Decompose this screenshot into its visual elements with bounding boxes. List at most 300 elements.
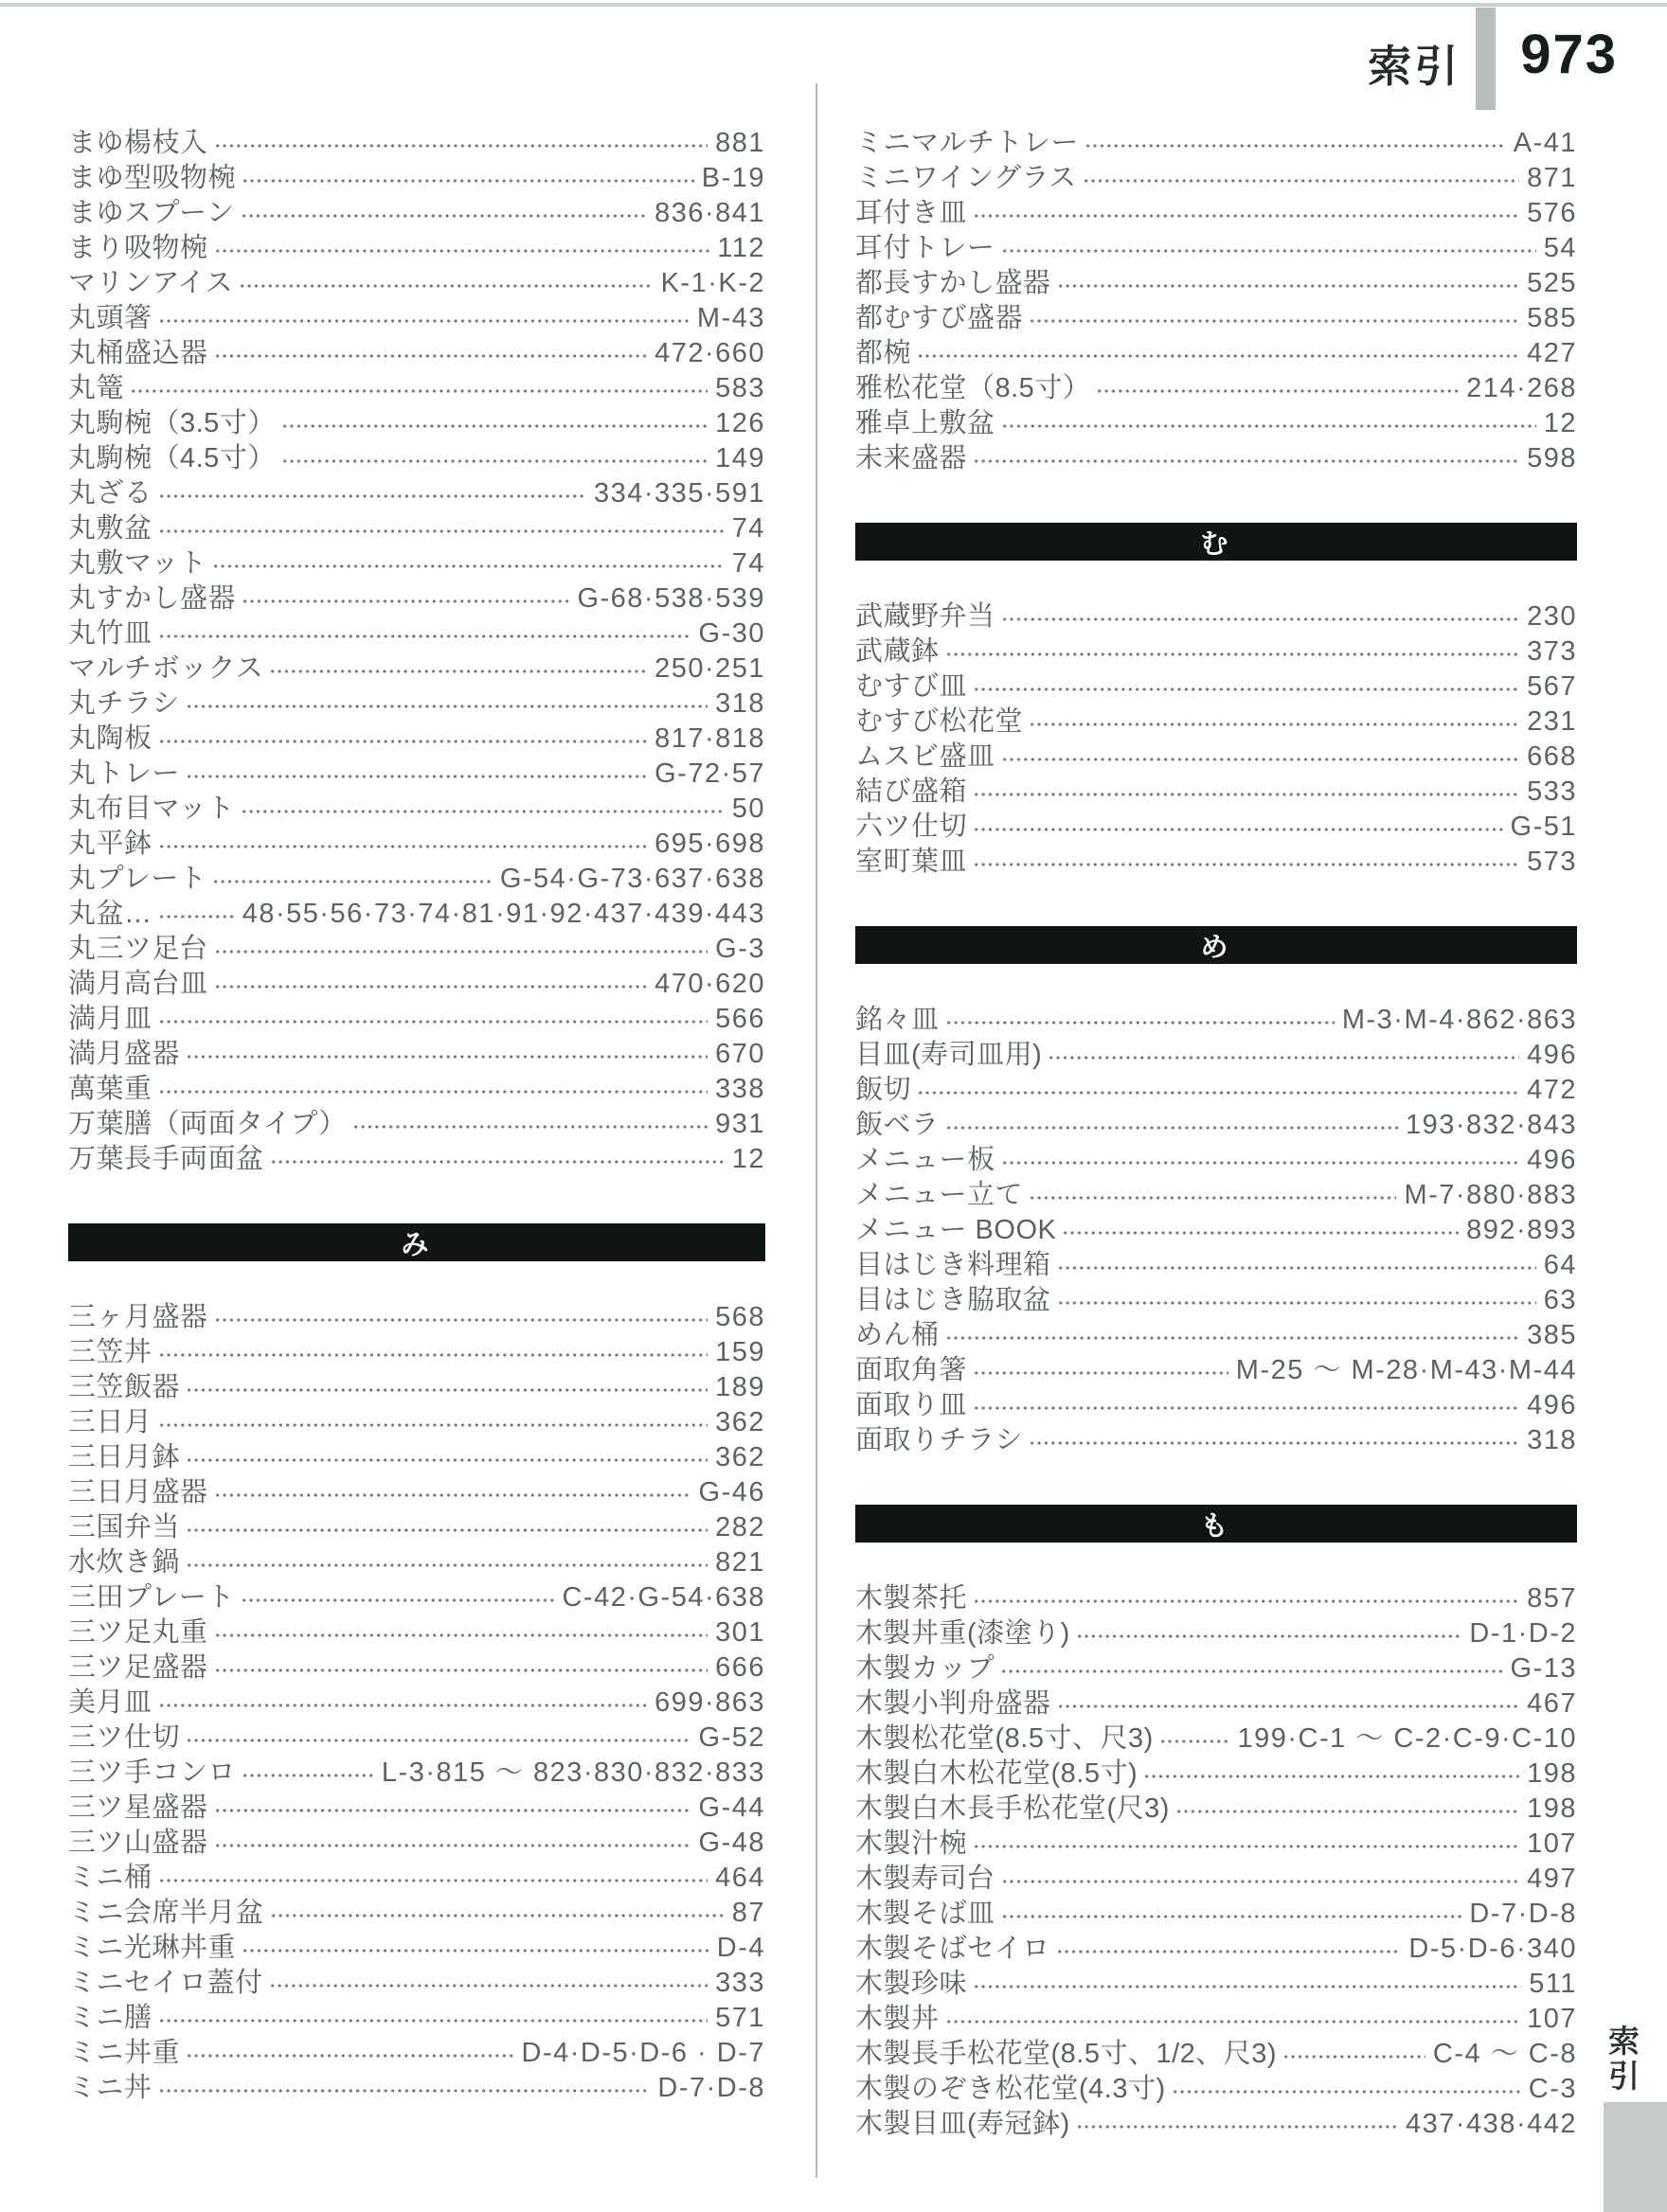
entry-name: 三笠飯器 [68,1372,181,1402]
index-entry [855,735,1577,770]
entry-name: 室町葉皿 [855,847,968,877]
entry-name: まゆ型吸物椀 [68,163,237,193]
index-entry [68,1751,765,1786]
index-entry [855,296,1577,331]
index-entry [855,331,1577,366]
entry-name: マリンアイス [68,268,234,298]
dotted-leader [1001,1913,1462,1920]
index-entry [68,121,765,156]
entry-name: 木製丼 [855,2004,940,2034]
entry-name: 満月高台皿 [68,969,208,999]
dotted-leader [186,1053,708,1061]
index-entry [855,1068,1577,1103]
index-entry [855,2102,1577,2137]
entry-name: 美月皿 [68,1687,152,1718]
entry-pages: 214·268 [1466,373,1577,403]
entry-pages: 427 [1527,338,1577,368]
entry-name: 都むすび盛器 [855,303,1024,333]
dotted-leader [973,457,1519,465]
index-entry [855,595,1577,630]
index-entry [68,682,765,717]
index-column-right [855,121,1577,2137]
entry-pages: 189 [715,1372,765,1402]
dotted-leader [1083,177,1519,185]
entry-pages: 892·893 [1466,1215,1577,1245]
entry-pages: G-30 [698,618,765,649]
entry-name: まゆ楊枝入 [68,128,208,158]
entry-name: 飯切 [855,1075,912,1105]
dotted-leader [973,1597,1519,1605]
index-entry [855,1682,1577,1717]
entry-name: 木製そばセイロ [855,1934,1050,1964]
entry-name: 丸平鉢 [68,829,152,859]
dotted-leader [214,1632,708,1639]
entry-pages: 496 [1527,1040,1577,1070]
entry-pages: 496 [1527,1145,1577,1175]
index-entry [855,1418,1577,1454]
entry-pages: 567 [1527,671,1577,702]
dotted-leader [158,843,648,850]
entry-name: 飯ベラ [855,1110,940,1140]
entry-pages: 362 [715,1407,765,1437]
entry-pages: 871 [1527,163,1577,193]
entry-name: 耳付き皿 [855,198,968,228]
entry-pages: 670 [715,1039,765,1069]
dotted-leader [241,808,725,815]
dotted-leader [1062,1229,1459,1237]
entry-name: 目はじき料理箱 [855,1250,1051,1280]
index-entry [68,1541,765,1576]
dotted-leader [158,1018,708,1026]
dotted-leader [1175,1808,1519,1815]
entry-name: 面取りチラシ [855,1425,1024,1455]
entry-pages: 821 [715,1547,765,1578]
index-entry [68,1576,765,1611]
dotted-leader [1057,1299,1536,1307]
entry-pages: 881 [715,128,765,158]
entry-name: 丸三ツ足台 [68,934,208,964]
dotted-leader [1057,1264,1536,1272]
index-entry [855,1278,1577,1313]
section-header-bar [855,1505,1577,1543]
index-entry [855,1787,1577,1822]
entry-pages: 230 [1527,601,1577,632]
index-entry [68,787,765,822]
index-entry [68,437,765,472]
entry-pages: 571 [715,2003,765,2033]
index-entry [68,1137,765,1172]
section-header-bar [855,523,1577,561]
entry-pages: 282 [715,1512,765,1543]
entry-name: めん桶 [855,1320,940,1350]
entry-name: 銘々皿 [855,1005,940,1035]
index-entry [68,577,765,612]
entry-name: 目はじき脇取盆 [855,1285,1051,1315]
dotted-leader [186,1561,708,1569]
index-entry [855,665,1577,700]
entry-pages: L-3·815 ～ 823·830·832·833 [381,1757,765,1788]
index-entry [855,437,1577,472]
index-column-left [68,121,765,2101]
entry-name: 三ツ星盛器 [68,1793,208,1823]
dotted-leader [242,598,569,605]
index-entry [855,1348,1577,1383]
index-entry [68,542,765,577]
index-entry [855,998,1577,1033]
dotted-leader [214,247,710,255]
entry-pages: G-54·G-73·637·638 [499,864,765,894]
entry-pages: K-1·K-2 [660,268,765,298]
entry-name: 丸駒椀（4.5寸） [68,443,276,473]
entry-name: 満月盛器 [68,1039,181,1069]
entry-pages: 817·818 [654,723,765,754]
entry-name: 三ツ足丸重 [68,1617,208,1648]
entry-pages: 159 [715,1337,765,1367]
entry-pages: 497 [1527,1864,1577,1894]
dotted-leader [1001,615,1520,623]
entry-pages: 107 [1527,2004,1577,2034]
entry-name: 六ツ仕切 [855,812,968,842]
entry-name: メニュー板 [855,1145,995,1175]
index-entry [68,2066,765,2101]
section-header-label: も [1200,1510,1232,1542]
entry-name: ミニ桶 [68,1863,152,1893]
entry-pages: D-7·D-8 [657,2073,765,2103]
entry-name: 都椀 [855,338,912,368]
entry-name: 丸桶盛込器 [68,338,208,368]
dotted-leader [1172,2088,1521,2096]
entry-name: 面取角箸 [855,1355,968,1385]
dotted-leader [158,633,691,640]
entry-pages: 467 [1527,1688,1577,1719]
entry-pages: 666 [715,1652,765,1683]
page-number: 973 [1520,24,1618,85]
entry-pages: A-41 [1513,128,1577,158]
dotted-leader [158,492,587,500]
entry-name: メニュー立て [855,1180,1024,1210]
entry-pages: G-48 [698,1828,765,1858]
index-entry [855,156,1577,191]
entry-pages: C-42·G-54·638 [562,1582,765,1613]
entry-pages: 193·832·843 [1406,1110,1577,1140]
entry-pages: 333 [715,1968,765,1998]
page-header [1368,8,1618,110]
entry-name: 雅松花堂（8.5寸） [855,373,1091,403]
index-entry [855,1822,1577,1857]
entry-name: 丸駒椀（3.5寸） [68,408,276,438]
entry-pages: 585 [1527,303,1577,333]
entry-name: 三ヶ月盛器 [68,1302,208,1332]
index-entry [68,1786,765,1821]
entry-name: 満月皿 [68,1004,152,1034]
entry-pages: 373 [1527,636,1577,667]
dotted-leader [270,1912,725,1919]
index-entry [68,1330,765,1365]
dotted-leader [158,1421,708,1429]
entry-pages: 464 [715,1863,765,1893]
index-entry [855,1997,1577,2032]
dotted-leader [158,1351,708,1359]
dotted-leader [158,527,725,535]
entry-name: 三日月鉢 [68,1442,181,1472]
index-entry [68,1102,765,1137]
dotted-leader [242,177,694,185]
dotted-leader [1076,2123,1398,2131]
entry-pages: 525 [1527,268,1577,298]
dotted-leader [212,878,492,885]
index-entry [68,927,765,962]
column-divider-rule [816,83,817,2178]
index-entry [68,1891,765,1926]
entry-pages: 695·698 [654,829,765,859]
page-edge-tab-label: 索引 [1604,2025,1640,2095]
entry-pages: 87 [731,1898,765,1928]
dotted-leader [973,212,1519,220]
entry-pages: 511 [1529,1969,1577,1999]
entry-name: 面取り皿 [855,1390,968,1420]
dotted-leader [1282,2053,1425,2060]
entry-name: ミニ丼 [68,2073,152,2103]
dotted-leader [1029,1194,1396,1202]
entry-pages: 598 [1527,443,1577,473]
entry-name: 武蔵野弁当 [855,601,995,632]
entry-name: ミニ会席半月盆 [68,1898,264,1928]
index-entry [855,805,1577,840]
entry-pages: M-43 [696,303,765,333]
dotted-leader [214,948,708,955]
dotted-leader [1029,721,1519,728]
dotted-leader [158,913,235,920]
entry-pages: 198 [1527,1758,1577,1789]
entry-pages: 576 [1527,198,1577,228]
entry-name: 武蔵鉢 [855,636,940,667]
dotted-leader [269,1982,708,1989]
entry-pages: D-7·D-8 [1469,1899,1577,1929]
entry-pages: 126 [715,408,765,438]
entry-pages: 362 [715,1442,765,1472]
entry-pages: M-25 ～ M-28·M-43·M-44 [1235,1355,1577,1385]
entry-pages: 74 [731,548,765,579]
entry-name: 木製白木松花堂(8.5寸) [855,1758,1138,1789]
dotted-leader [973,791,1519,798]
dotted-leader [1057,1703,1520,1710]
dotted-leader [281,457,708,465]
section-header-bar [855,926,1577,964]
entry-pages: 437·438·442 [1406,2109,1577,2139]
entry-pages: 568 [715,1302,765,1332]
index-entry [68,1471,765,1506]
index-entry [855,261,1577,296]
dotted-leader [241,1597,555,1604]
dotted-leader [241,212,648,220]
index-entry [68,2031,765,2066]
entry-name: 丸竹皿 [68,618,152,649]
entry-name: むすび松花堂 [855,706,1024,737]
index-entry [68,1856,765,1891]
index-entry [68,472,765,507]
entry-pages: D-4 [716,1933,765,1963]
entry-name: 丸チラシ [68,688,181,719]
index-entry [68,822,765,857]
entry-pages: 12 [1543,408,1577,438]
section-header-bar [68,1223,765,1261]
dotted-leader [973,1843,1519,1850]
index-entry [855,1313,1577,1348]
entry-pages: 334·335·591 [594,478,765,508]
dotted-leader [1057,282,1520,290]
index-entry [855,1717,1577,1752]
index-entry [68,507,765,542]
entry-name: 木製珍味 [855,1969,968,1999]
dotted-leader [1076,1632,1462,1640]
dotted-leader [158,738,648,745]
index-entry [855,1857,1577,1892]
dotted-leader [1159,1738,1230,1745]
dotted-leader [269,668,647,675]
entry-name: ムスビ盛皿 [855,741,995,772]
entry-name: 萬葉重 [68,1074,152,1104]
dotted-leader [1000,1668,1502,1675]
dotted-leader [1048,1054,1519,1061]
dotted-leader [186,2052,513,2060]
index-entry [855,1033,1577,1068]
entry-name: 未来盛器 [855,443,968,473]
index-entry [68,1681,765,1716]
entry-pages: 472·660 [654,338,765,368]
index-entry [68,1716,765,1751]
dotted-leader [212,562,724,570]
dotted-leader [186,1456,708,1464]
dotted-leader [973,861,1519,868]
page-edge-tab-block [1604,2102,1667,2212]
index-entry [68,1365,765,1400]
entry-name: 三田プレート [68,1582,235,1613]
entry-name: 木製茶托 [855,1583,968,1614]
dotted-leader [214,1807,691,1814]
dotted-leader [1029,1439,1519,1447]
dotted-leader [242,1772,374,1779]
entry-name: 木製目皿(寿冠鉢) [855,2109,1070,2139]
entry-name: 木製丼重(漆塗り) [855,1618,1070,1649]
section-header-label: め [1200,932,1232,963]
index-entry [855,1752,1577,1787]
entry-name: 丸敷マット [68,548,207,579]
index-entry [68,1436,765,1471]
index-entry [855,1208,1577,1243]
dotted-leader [186,1737,691,1744]
entry-name: ミニセイロ蓋付 [68,1968,263,1998]
index-entry [855,1962,1577,1997]
dotted-leader [214,1842,691,1849]
entry-pages: 699·863 [654,1687,765,1718]
entry-pages: 573 [1527,847,1577,877]
entry-pages: D-4·D-5·D-6 · D-7 [521,2038,765,2068]
index-entry [68,226,765,261]
dotted-leader [239,282,653,290]
entry-pages: 301 [715,1617,765,1648]
dotted-leader [973,1404,1519,1412]
entry-name: ミニ膳 [68,2003,152,2033]
entry-name: 木製カップ [855,1653,995,1684]
section-header-label: み [401,1229,433,1260]
entry-pages: 583 [715,373,765,403]
entry-pages: 50 [731,794,765,824]
index-entry [68,1611,765,1646]
entry-name: 木製のぞき松花堂(4.3寸) [855,2074,1166,2104]
dotted-leader [1084,142,1506,150]
entry-pages: 12 [731,1144,765,1174]
entry-name: 三ツ足盛器 [68,1652,208,1683]
index-entry [68,1646,765,1681]
dotted-leader [158,1088,708,1096]
entry-name: ミニワイングラス [855,163,1077,193]
index-entry [855,1173,1577,1208]
index-entry [855,2032,1577,2067]
entry-name: 三日月盛器 [68,1477,208,1507]
index-entry [68,296,765,331]
index-entry [68,191,765,226]
dotted-leader [158,1702,648,1709]
entry-name: ミニ光琳丼重 [68,1933,237,1963]
entry-name: 都長すかし盛器 [855,268,1051,298]
entry-pages: 107 [1527,1828,1577,1859]
index-entry [855,1103,1577,1138]
index-entry [68,892,765,927]
dotted-leader [186,1526,708,1534]
index-entry [855,840,1577,875]
dotted-leader [186,773,647,780]
index-entry [68,647,765,682]
dotted-leader [945,2018,1520,2025]
entry-pages: 857 [1527,1583,1577,1614]
entry-name: むすび皿 [855,671,968,702]
entry-pages: 668 [1527,741,1577,772]
index-entry [855,1243,1577,1278]
entry-pages: 385 [1527,1320,1577,1350]
index-entry [68,962,765,997]
entry-pages: 64 [1543,1250,1577,1280]
dotted-leader [1001,422,1536,430]
index-entry [855,121,1577,156]
dotted-leader [1001,1878,1520,1885]
entry-name: 丸すかし盛器 [68,583,237,614]
entry-name: 丸敷盆 [68,513,152,544]
dotted-leader [242,1947,709,1954]
index-entry [855,2067,1577,2102]
entry-name: ミニマルチトレー [855,128,1080,158]
entry-name: 丸篭 [68,373,125,403]
entry-pages: G-51 [1510,812,1577,842]
entry-name: ミニ丼重 [68,2038,181,2068]
dotted-leader [973,686,1519,693]
entry-name: 丸ざる [68,478,152,508]
dotted-leader [1001,247,1536,255]
dotted-leader [1096,387,1459,395]
index-entry [68,1400,765,1436]
entry-pages: G-44 [698,1793,765,1823]
entry-name: 三国弁当 [68,1512,181,1543]
entry-name: まゆスプーン [68,198,235,228]
index-entry [68,1067,765,1102]
entry-name: 万葉長手両面盆 [68,1144,264,1174]
entry-name: 木製そば皿 [855,1899,995,1929]
entry-pages: 566 [715,1004,765,1034]
entry-name: 丸トレー [68,758,181,789]
index-entry [855,401,1577,437]
index-entry [68,1821,765,1856]
dotted-leader [1001,1159,1520,1167]
index-entry [68,1295,765,1330]
